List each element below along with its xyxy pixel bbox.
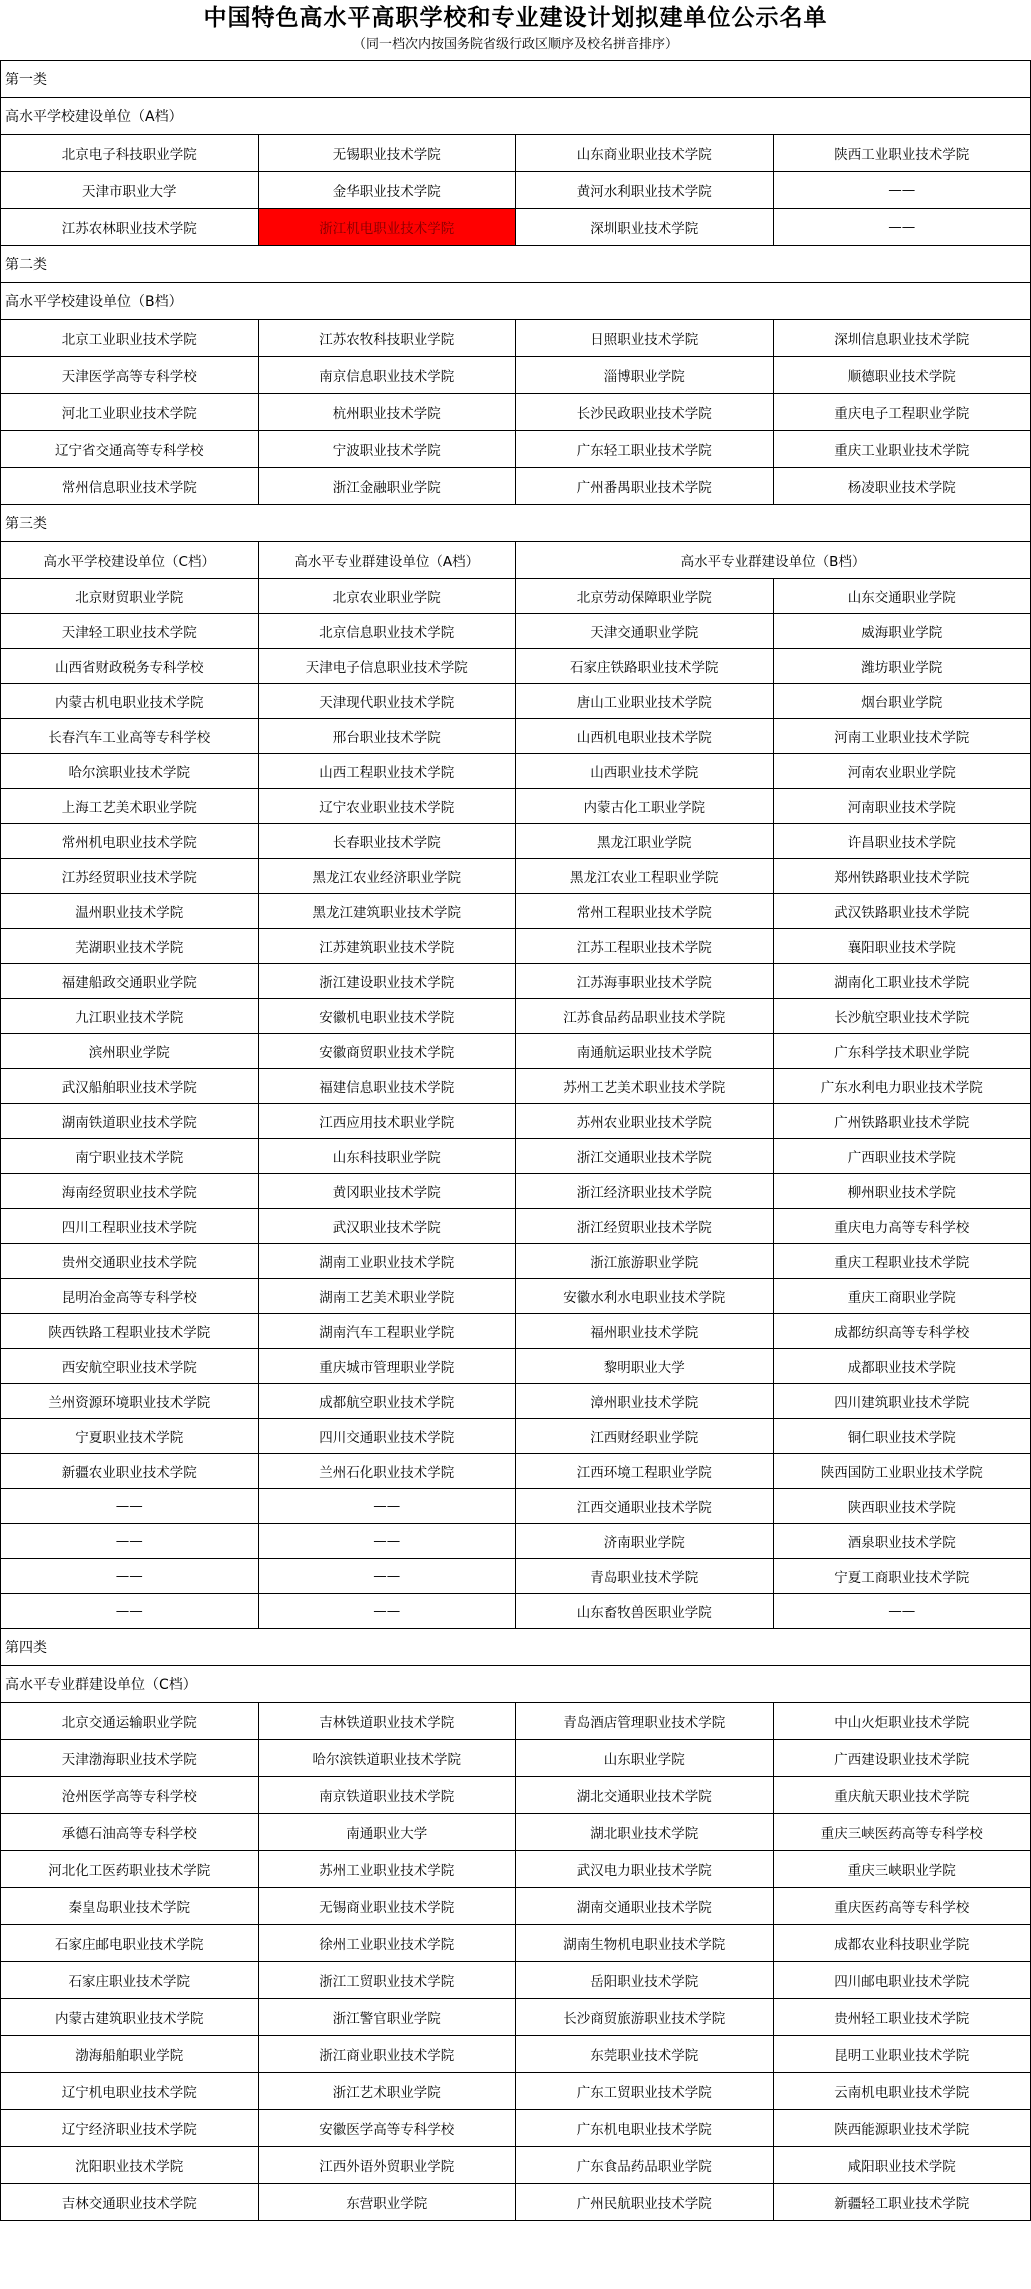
school-cell: 长沙商贸旅游职业技术学院 — [516, 1999, 774, 2036]
school-cell: 江西应用技术职业学院 — [258, 1104, 516, 1139]
school-cell: 辽宁省交通高等专科学校 — [1, 431, 259, 468]
school-cell: 重庆医药高等专科学校 — [773, 1888, 1031, 1925]
school-cell: 渤海船舶职业学院 — [1, 2036, 259, 2073]
school-cell: 西安航空职业技术学院 — [1, 1349, 259, 1384]
table-row — [1, 1104, 1031, 1139]
table-row — [1, 789, 1031, 824]
school-cell: 广东科学技术职业学院 — [773, 1034, 1031, 1069]
school-cell: 广州民航职业技术学院 — [516, 2184, 774, 2221]
school-cell: 浙江工贸职业技术学院 — [258, 1962, 516, 1999]
school-cell: 昆明冶金高等专科学校 — [1, 1279, 259, 1314]
school-cell: 天津医学高等专科学校 — [1, 357, 259, 394]
school-cell: 邢台职业技术学院 — [258, 719, 516, 754]
school-cell: 安徽机电职业技术学院 — [258, 999, 516, 1034]
table-row — [1, 1349, 1031, 1384]
table-row — [1, 579, 1031, 614]
school-cell: 武汉职业技术学院 — [258, 1209, 516, 1244]
school-cell: 辽宁农业职业技术学院 — [258, 789, 516, 824]
school-cell: 无锡职业技术学院 — [258, 135, 516, 172]
school-cell: 北京农业职业学院 — [258, 579, 516, 614]
school-cell: 江苏农林职业技术学院 — [1, 209, 259, 246]
school-cell: 杨凌职业技术学院 — [773, 468, 1031, 505]
school-cell: 哈尔滨铁道职业技术学院 — [258, 1740, 516, 1777]
school-cell: 天津轻工职业技术学院 — [1, 614, 259, 649]
school-cell: 湖南生物机电职业技术学院 — [516, 1925, 774, 1962]
table-row — [1, 1139, 1031, 1174]
school-cell: 成都农业科技职业学院 — [773, 1925, 1031, 1962]
school-cell: 山东职业学院 — [516, 1740, 774, 1777]
school-cell: 湖南汽车工程职业学院 — [258, 1314, 516, 1349]
tier-label: 高水平专业群建设单位（C档） — [1, 1666, 1031, 1703]
table-row — [1, 859, 1031, 894]
table-row — [1, 431, 1031, 468]
category-heading-row — [1, 246, 1031, 283]
school-cell: 北京工业职业技术学院 — [1, 320, 259, 357]
school-cell: 青岛职业技术学院 — [516, 1559, 774, 1594]
school-cell: 深圳职业技术学院 — [516, 209, 774, 246]
school-cell: 重庆城市管理职业学院 — [258, 1349, 516, 1384]
school-cell: 襄阳职业技术学院 — [773, 929, 1031, 964]
school-cell: 哈尔滨职业技术学院 — [1, 754, 259, 789]
school-cell: 浙江商业职业技术学院 — [258, 2036, 516, 2073]
school-cell: 重庆航天职业技术学院 — [773, 1777, 1031, 1814]
school-cell: 浙江交通职业技术学院 — [516, 1139, 774, 1174]
school-cell: 陕西职业技术学院 — [773, 1489, 1031, 1524]
category-heading: 第一类 — [1, 61, 1031, 98]
school-cell: 福州职业技术学院 — [516, 1314, 774, 1349]
school-cell: 江苏经贸职业技术学院 — [1, 859, 259, 894]
school-cell: 江苏海事职业技术学院 — [516, 964, 774, 999]
school-cell: —— — [258, 1594, 516, 1629]
school-cell: 金华职业技术学院 — [258, 172, 516, 209]
school-cell: 九江职业技术学院 — [1, 999, 259, 1034]
school-cell: 武汉船舶职业技术学院 — [1, 1069, 259, 1104]
table-row — [1, 2036, 1031, 2073]
school-cell: 湖南铁道职业技术学院 — [1, 1104, 259, 1139]
school-cell: 吉林铁道职业技术学院 — [258, 1703, 516, 1740]
table-row — [1, 1209, 1031, 1244]
school-cell: 石家庄铁路职业技术学院 — [516, 649, 774, 684]
school-cell: 黑龙江职业学院 — [516, 824, 774, 859]
school-cell: 湖南工艺美术职业学院 — [258, 1279, 516, 1314]
table-row — [1, 1454, 1031, 1489]
school-cell: 山西省财政税务专科学校 — [1, 649, 259, 684]
table-row — [1, 894, 1031, 929]
school-cell: 山东交通职业学院 — [773, 579, 1031, 614]
page-subtitle: （同一档次内按国务院省级行政区顺序及校名拼音排序） — [352, 37, 678, 52]
table-row — [1, 1279, 1031, 1314]
table-row — [1, 1925, 1031, 1962]
school-cell: 武汉铁路职业技术学院 — [773, 894, 1031, 929]
school-cell: 石家庄职业技术学院 — [1, 1962, 259, 1999]
school-cell: 山西工程职业技术学院 — [258, 754, 516, 789]
school-cell: —— — [258, 1524, 516, 1559]
table-row — [1, 1888, 1031, 1925]
school-cell: 武汉电力职业技术学院 — [516, 1851, 774, 1888]
school-cell: 唐山工业职业技术学院 — [516, 684, 774, 719]
school-cell: 东营职业学院 — [258, 2184, 516, 2221]
school-cell: 山西职业技术学院 — [516, 754, 774, 789]
school-cell: 浙江经贸职业技术学院 — [516, 1209, 774, 1244]
table-row — [1, 1851, 1031, 1888]
school-cell: 江苏建筑职业技术学院 — [258, 929, 516, 964]
school-cell: 陕西工业职业技术学院 — [773, 135, 1031, 172]
school-cell: 湖北交通职业技术学院 — [516, 1777, 774, 1814]
school-cell: 漳州职业技术学院 — [516, 1384, 774, 1419]
school-cell: 日照职业技术学院 — [516, 320, 774, 357]
school-cell: 滨州职业学院 — [1, 1034, 259, 1069]
school-cell: 东莞职业技术学院 — [516, 2036, 774, 2073]
page-title: 中国特色高水平高职学校和专业建设计划拟建单位公示名单 — [203, 4, 828, 31]
table-row — [1, 2184, 1031, 2221]
school-cell: 长春职业技术学院 — [258, 824, 516, 859]
school-cell: 广东工贸职业技术学院 — [516, 2073, 774, 2110]
school-cell: 山东科技职业学院 — [258, 1139, 516, 1174]
school-cell: 湖南化工职业技术学院 — [773, 964, 1031, 999]
table-row — [1, 1314, 1031, 1349]
highlighted-school-cell: 浙江机电职业技术学院 — [258, 209, 516, 246]
school-cell: 苏州工艺美术职业技术学院 — [516, 1069, 774, 1104]
school-cell: 湖北职业技术学院 — [516, 1814, 774, 1851]
school-cell: —— — [1, 1489, 259, 1524]
school-cell: 潍坊职业学院 — [773, 649, 1031, 684]
school-cell: 陕西能源职业技术学院 — [773, 2110, 1031, 2147]
school-cell: 重庆工程职业技术学院 — [773, 1244, 1031, 1279]
school-cell: 苏州工业职业技术学院 — [258, 1851, 516, 1888]
school-cell: 湖南交通职业技术学院 — [516, 1888, 774, 1925]
school-cell: 新疆农业职业技术学院 — [1, 1454, 259, 1489]
school-cell: 浙江经济职业技术学院 — [516, 1174, 774, 1209]
school-cell: 黑龙江农业经济职业学院 — [258, 859, 516, 894]
school-cell: 深圳信息职业技术学院 — [773, 320, 1031, 357]
school-cell: 浙江艺术职业学院 — [258, 2073, 516, 2110]
table-row — [1, 649, 1031, 684]
school-cell: 兰州资源环境职业技术学院 — [1, 1384, 259, 1419]
school-cell: 内蒙古建筑职业技术学院 — [1, 1999, 259, 2036]
tier-label: 高水平学校建设单位（B档） — [1, 283, 1031, 320]
table-row — [1, 320, 1031, 357]
school-cell: —— — [1, 1524, 259, 1559]
school-cell: 广西建设职业技术学院 — [773, 1740, 1031, 1777]
category-heading: 第四类 — [1, 1629, 1031, 1666]
table-row — [1, 2073, 1031, 2110]
school-cell: 广东机电职业技术学院 — [516, 2110, 774, 2147]
school-cell: 云南机电职业技术学院 — [773, 2073, 1031, 2110]
school-cell: 新疆轻工职业技术学院 — [773, 2184, 1031, 2221]
school-cell: 江苏工程职业技术学院 — [516, 929, 774, 964]
school-cell: 常州机电职业技术学院 — [1, 824, 259, 859]
table-row — [1, 1419, 1031, 1454]
school-cell: —— — [1, 1559, 259, 1594]
school-cell: 南宁职业技术学院 — [1, 1139, 259, 1174]
table-row — [1, 999, 1031, 1034]
roster-table — [0, 60, 1031, 2221]
table-row — [1, 754, 1031, 789]
school-cell: —— — [258, 1559, 516, 1594]
school-cell: 江苏食品药品职业技术学院 — [516, 999, 774, 1034]
school-cell: 南通航运职业技术学院 — [516, 1034, 774, 1069]
school-cell: 无锡商业职业技术学院 — [258, 1888, 516, 1925]
school-cell: 山西机电职业技术学院 — [516, 719, 774, 754]
school-cell: 辽宁机电职业技术学院 — [1, 2073, 259, 2110]
school-cell: 重庆电力高等专科学校 — [773, 1209, 1031, 1244]
school-cell: 顺德职业技术学院 — [773, 357, 1031, 394]
school-cell: 徐州工业职业技术学院 — [258, 1925, 516, 1962]
school-cell: 柳州职业技术学院 — [773, 1174, 1031, 1209]
table-row — [1, 684, 1031, 719]
school-cell: 山东商业职业技术学院 — [516, 135, 774, 172]
tier-label-row — [1, 98, 1031, 135]
school-cell: 兰州石化职业技术学院 — [258, 1454, 516, 1489]
school-cell: 重庆工业职业技术学院 — [773, 431, 1031, 468]
column-header: 高水平专业群建设单位（A档） — [258, 542, 516, 579]
school-cell: 天津渤海职业技术学院 — [1, 1740, 259, 1777]
school-cell: 河南职业技术学院 — [773, 789, 1031, 824]
table-row — [1, 1489, 1031, 1524]
school-cell: 中山火炬职业技术学院 — [773, 1703, 1031, 1740]
table-row — [1, 719, 1031, 754]
school-cell: 陕西铁路工程职业技术学院 — [1, 1314, 259, 1349]
school-cell: 南京铁道职业技术学院 — [258, 1777, 516, 1814]
school-cell: 贵州轻工职业技术学院 — [773, 1999, 1031, 2036]
school-cell: 成都纺织高等专科学校 — [773, 1314, 1031, 1349]
school-cell: 广东水利电力职业技术学院 — [773, 1069, 1031, 1104]
school-cell: 长春汽车工业高等专科学校 — [1, 719, 259, 754]
column-header: 高水平学校建设单位（C档） — [1, 542, 259, 579]
school-cell: 广东食品药品职业学院 — [516, 2147, 774, 2184]
table-row — [1, 1777, 1031, 1814]
school-cell: 内蒙古机电职业技术学院 — [1, 684, 259, 719]
school-cell: 浙江金融职业学院 — [258, 468, 516, 505]
table-row — [1, 614, 1031, 649]
school-cell: 河北工业职业技术学院 — [1, 394, 259, 431]
school-cell: 沧州医学高等专科学校 — [1, 1777, 259, 1814]
school-cell: 北京交通运输职业学院 — [1, 1703, 259, 1740]
school-cell: 四川邮电职业技术学院 — [773, 1962, 1031, 1999]
school-cell: 重庆电子工程职业学院 — [773, 394, 1031, 431]
school-cell: 成都职业技术学院 — [773, 1349, 1031, 1384]
school-cell: 黄冈职业技术学院 — [258, 1174, 516, 1209]
table-row — [1, 394, 1031, 431]
school-cell: —— — [773, 1594, 1031, 1629]
school-cell: 天津市职业大学 — [1, 172, 259, 209]
school-cell: 重庆三峡职业学院 — [773, 1851, 1031, 1888]
category-heading-row — [1, 505, 1031, 542]
school-cell: 常州工程职业技术学院 — [516, 894, 774, 929]
school-cell: 咸阳职业技术学院 — [773, 2147, 1031, 2184]
table-row — [1, 1962, 1031, 1999]
school-cell: 铜仁职业技术学院 — [773, 1419, 1031, 1454]
column-header: 高水平专业群建设单位（B档） — [516, 542, 1031, 579]
table-row — [1, 1174, 1031, 1209]
school-cell: 淄博职业学院 — [516, 357, 774, 394]
table-row — [1, 1034, 1031, 1069]
school-cell: 重庆三峡医药高等专科学校 — [773, 1814, 1031, 1851]
school-cell: 吉林交通职业技术学院 — [1, 2184, 259, 2221]
school-cell: 北京财贸职业学院 — [1, 579, 259, 614]
table-row — [1, 209, 1031, 246]
school-cell: 江西财经职业学院 — [516, 1419, 774, 1454]
school-cell: 烟台职业学院 — [773, 684, 1031, 719]
table-row — [1, 1244, 1031, 1279]
school-cell: 岳阳职业技术学院 — [516, 1962, 774, 1999]
school-cell: 北京劳动保障职业学院 — [516, 579, 774, 614]
school-cell: —— — [1, 1594, 259, 1629]
table-row — [1, 1559, 1031, 1594]
table-row — [1, 2110, 1031, 2147]
table-row — [1, 929, 1031, 964]
school-cell: 辽宁经济职业技术学院 — [1, 2110, 259, 2147]
school-cell: 长沙航空职业技术学院 — [773, 999, 1031, 1034]
school-cell: 酒泉职业技术学院 — [773, 1524, 1031, 1559]
school-cell: 北京电子科技职业学院 — [1, 135, 259, 172]
school-cell: 威海职业学院 — [773, 614, 1031, 649]
school-cell: 杭州职业技术学院 — [258, 394, 516, 431]
table-row — [1, 1384, 1031, 1419]
school-cell: 宁夏工商职业技术学院 — [773, 1559, 1031, 1594]
table-row — [1, 1703, 1031, 1740]
school-cell: 常州信息职业技术学院 — [1, 468, 259, 505]
school-cell: 浙江建设职业技术学院 — [258, 964, 516, 999]
school-cell: 承德石油高等专科学校 — [1, 1814, 259, 1851]
table-row — [1, 135, 1031, 172]
school-cell: 宁波职业技术学院 — [258, 431, 516, 468]
school-cell: 沈阳职业技术学院 — [1, 2147, 259, 2184]
school-cell: 浙江旅游职业学院 — [516, 1244, 774, 1279]
school-cell: 广州番禺职业技术学院 — [516, 468, 774, 505]
school-cell: 南通职业大学 — [258, 1814, 516, 1851]
tier-label-row — [1, 1666, 1031, 1703]
school-cell: 黎明职业大学 — [516, 1349, 774, 1384]
school-cell: 安徽水利水电职业技术学院 — [516, 1279, 774, 1314]
school-cell: 温州职业技术学院 — [1, 894, 259, 929]
school-cell: 浙江警官职业学院 — [258, 1999, 516, 2036]
school-cell: 湖南工业职业技术学院 — [258, 1244, 516, 1279]
tier-label: 高水平学校建设单位（A档） — [1, 98, 1031, 135]
school-cell: 郑州铁路职业技术学院 — [773, 859, 1031, 894]
school-cell: 芜湖职业技术学院 — [1, 929, 259, 964]
school-cell: 天津电子信息职业技术学院 — [258, 649, 516, 684]
school-cell: —— — [258, 1489, 516, 1524]
school-cell: 秦皇岛职业技术学院 — [1, 1888, 259, 1925]
school-cell: —— — [773, 172, 1031, 209]
school-cell: 黄河水利职业技术学院 — [516, 172, 774, 209]
category-heading-row — [1, 61, 1031, 98]
school-cell: 江西环境工程职业学院 — [516, 1454, 774, 1489]
school-cell: 河北化工医药职业技术学院 — [1, 1851, 259, 1888]
school-cell: 天津交通职业学院 — [516, 614, 774, 649]
school-cell: 昆明工业职业技术学院 — [773, 2036, 1031, 2073]
school-cell: 长沙民政职业技术学院 — [516, 394, 774, 431]
table-row — [1, 2147, 1031, 2184]
school-cell: 黑龙江建筑职业技术学院 — [258, 894, 516, 929]
school-cell: 四川工程职业技术学院 — [1, 1209, 259, 1244]
table-row — [1, 824, 1031, 859]
school-cell: 河南农业职业学院 — [773, 754, 1031, 789]
school-cell: 北京信息职业技术学院 — [258, 614, 516, 649]
school-cell: 安徽医学高等专科学校 — [258, 2110, 516, 2147]
school-cell: 南京信息职业技术学院 — [258, 357, 516, 394]
school-cell: 广东轻工职业技术学院 — [516, 431, 774, 468]
school-cell: 海南经贸职业技术学院 — [1, 1174, 259, 1209]
table-row — [1, 1814, 1031, 1851]
school-cell: 宁夏职业技术学院 — [1, 1419, 259, 1454]
school-cell: —— — [773, 209, 1031, 246]
table-row — [1, 964, 1031, 999]
school-cell: 安徽商贸职业技术学院 — [258, 1034, 516, 1069]
table-row — [1, 1594, 1031, 1629]
school-cell: 青岛酒店管理职业技术学院 — [516, 1703, 774, 1740]
table-row — [1, 1740, 1031, 1777]
school-cell: 苏州农业职业技术学院 — [516, 1104, 774, 1139]
table-row — [1, 357, 1031, 394]
school-cell: 上海工艺美术职业学院 — [1, 789, 259, 824]
table-row — [1, 172, 1031, 209]
school-cell: 河南工业职业技术学院 — [773, 719, 1031, 754]
school-cell: 黑龙江农业工程职业学院 — [516, 859, 774, 894]
category-heading: 第二类 — [1, 246, 1031, 283]
category-heading-row — [1, 1629, 1031, 1666]
school-cell: 福建船政交通职业学院 — [1, 964, 259, 999]
school-cell: 内蒙古化工职业学院 — [516, 789, 774, 824]
school-cell: 济南职业学院 — [516, 1524, 774, 1559]
school-cell: 江苏农牧科技职业学院 — [258, 320, 516, 357]
school-cell: 重庆工商职业学院 — [773, 1279, 1031, 1314]
school-cell: 贵州交通职业技术学院 — [1, 1244, 259, 1279]
school-cell: 四川建筑职业技术学院 — [773, 1384, 1031, 1419]
category-heading: 第三类 — [1, 505, 1031, 542]
school-cell: 山东畜牧兽医职业学院 — [516, 1594, 774, 1629]
table-row — [1, 468, 1031, 505]
table-row — [1, 1999, 1031, 2036]
table-row — [1, 1069, 1031, 1104]
school-cell: 陕西国防工业职业技术学院 — [773, 1454, 1031, 1489]
school-cell: 成都航空职业技术学院 — [258, 1384, 516, 1419]
school-cell: 许昌职业技术学院 — [773, 824, 1031, 859]
tier-label-row — [1, 283, 1031, 320]
school-cell: 天津现代职业技术学院 — [258, 684, 516, 719]
table-row — [1, 1524, 1031, 1559]
school-cell: 石家庄邮电职业技术学院 — [1, 1925, 259, 1962]
school-cell: 福建信息职业技术学院 — [258, 1069, 516, 1104]
school-cell: 江西外语外贸职业学院 — [258, 2147, 516, 2184]
school-cell: 江西交通职业技术学院 — [516, 1489, 774, 1524]
school-cell: 广西职业技术学院 — [773, 1139, 1031, 1174]
school-cell: 四川交通职业技术学院 — [258, 1419, 516, 1454]
school-cell: 广州铁路职业技术学院 — [773, 1104, 1031, 1139]
column-header-row — [1, 542, 1031, 579]
